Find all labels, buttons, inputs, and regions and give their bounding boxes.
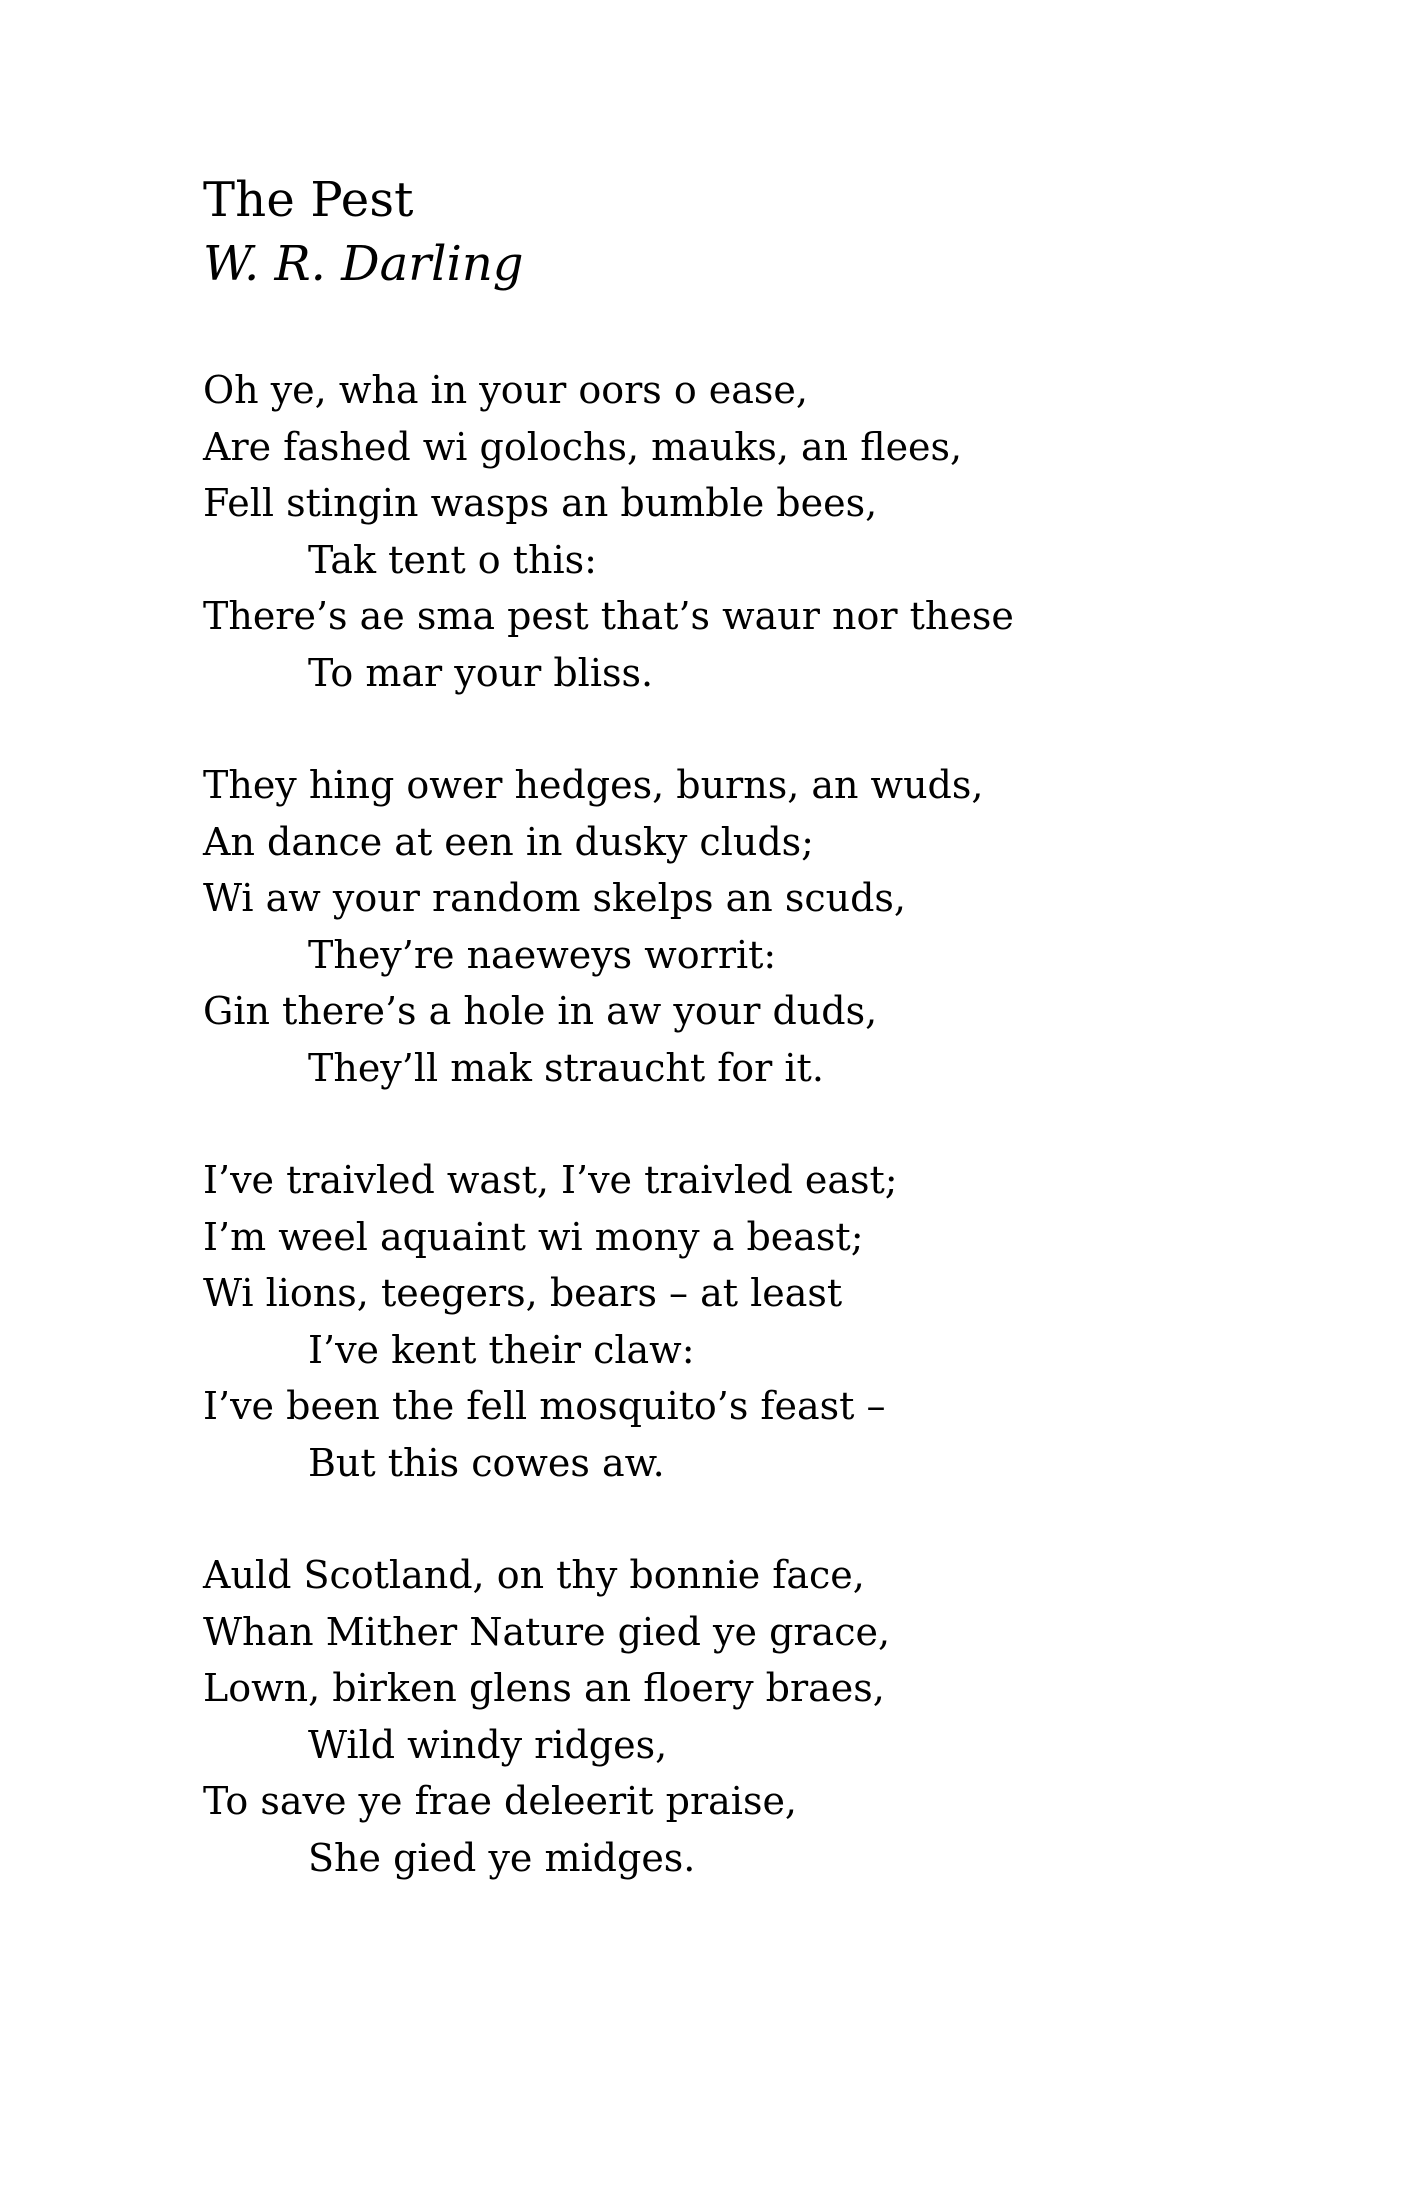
poem-line: I’ve traivled wast, I’ve traivled east; (203, 1158, 898, 1202)
poem-body (203, 362, 1303, 1886)
poem-line-indented: To mar your bliss. (308, 650, 654, 695)
poem-line: Gin there’s a hole in aw your duds, (203, 989, 878, 1033)
poem-line: Wi lions, teegers, bears – at least (203, 1271, 843, 1315)
poem-line-indented: They’re naeweys worrit: (308, 932, 777, 977)
poem-line: An dance at een in dusky cluds; (203, 819, 814, 864)
poem-line: I’m weel aquaint wi mony a beast; (203, 1214, 864, 1259)
stanza-1 (203, 362, 1303, 701)
poem-line: I’ve been the fell mosquito’s feast – (203, 1384, 886, 1428)
poem-line: Oh ye, wha in your oors o ease, (203, 368, 808, 412)
poem-line-indented: Wild windy ridges, (308, 1722, 668, 1767)
poem-line: To save ye frae deleerit praise, (203, 1779, 798, 1823)
poem-line: Fell stingin wasps an bumble bees, (203, 481, 878, 525)
poem-line: Lown, birken glens an floery braes, (203, 1666, 885, 1710)
poem-line-indented: They’ll mak straucht for it. (308, 1045, 824, 1090)
poem-line: Auld Scotland, on thy bonnie face, (203, 1553, 865, 1597)
poem-author: W. R. Darling (203, 236, 524, 292)
poem-line: There’s ae sma pest that’s waur nor these (203, 594, 1014, 638)
poem-title: The Pest (203, 172, 414, 228)
poem-line-indented: Tak tent o this: (308, 537, 597, 582)
stanza-3 (203, 1152, 1303, 1491)
poem-line: Whan Mither Nature gied ye grace, (203, 1609, 891, 1654)
poem-line-indented: I’ve kent their claw: (308, 1327, 695, 1372)
poem-line: Wi aw your random skelps an scuds, (203, 876, 906, 920)
poem-line: Are fashed wi golochs, mauks, an flees, (203, 424, 963, 469)
stanza-4 (203, 1547, 1303, 1886)
poem-line-indented: But this cowes aw. (308, 1440, 665, 1485)
poem-line-indented: She gied ye midges. (308, 1835, 696, 1880)
poem-line: They hing ower hedges, burns, an wuds, (203, 763, 984, 807)
poem-page (203, 168, 1303, 1942)
stanza-2 (203, 757, 1303, 1096)
